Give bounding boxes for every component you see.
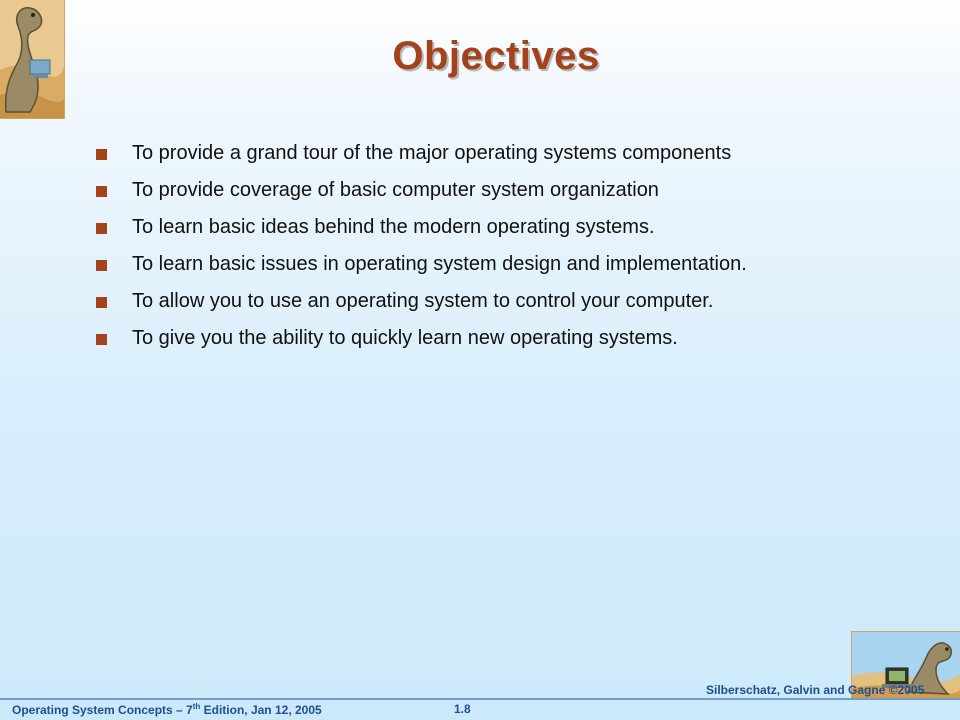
bullet-text: To learn basic issues in operating system design and implementation. bbox=[132, 253, 747, 275]
footer-divider bbox=[0, 698, 960, 700]
square-bullet-icon bbox=[96, 334, 107, 345]
slide-title: Objectives bbox=[392, 34, 600, 78]
bullet-item bbox=[96, 141, 856, 166]
footer-book-title bbox=[12, 702, 322, 717]
square-bullet-icon bbox=[96, 149, 107, 160]
square-bullet-icon bbox=[96, 186, 107, 197]
footer-edition-date: Edition, Jan 12, 2005 bbox=[200, 703, 322, 717]
page-number: 1.8 bbox=[454, 702, 471, 716]
footer-copyright: Silberschatz, Galvin and Gagne ©2005 bbox=[706, 683, 925, 697]
bullet-list bbox=[96, 141, 856, 363]
bullet-text: To allow you to use an operating system to control your computer. bbox=[132, 290, 714, 312]
footer-book-title-text: Operating System Concepts – 7 bbox=[12, 703, 193, 717]
footer-edition-superscript: th bbox=[192, 702, 201, 711]
bullet-item bbox=[96, 326, 856, 351]
bullet-text: To learn basic ideas behind the modern operating systems. bbox=[132, 216, 655, 238]
bullet-item bbox=[96, 252, 856, 277]
bullet-text: To provide coverage of basic computer system organization bbox=[132, 179, 659, 201]
square-bullet-icon bbox=[96, 297, 107, 308]
bullet-item bbox=[96, 178, 856, 203]
square-bullet-icon bbox=[96, 223, 107, 234]
bullet-text: To give you the ability to quickly learn new operating systems. bbox=[132, 327, 678, 349]
square-bullet-icon bbox=[96, 260, 107, 271]
bullet-text: To provide a grand tour of the major operating systems components bbox=[132, 142, 732, 164]
bullet-item bbox=[96, 215, 856, 240]
bullet-item bbox=[96, 289, 856, 314]
